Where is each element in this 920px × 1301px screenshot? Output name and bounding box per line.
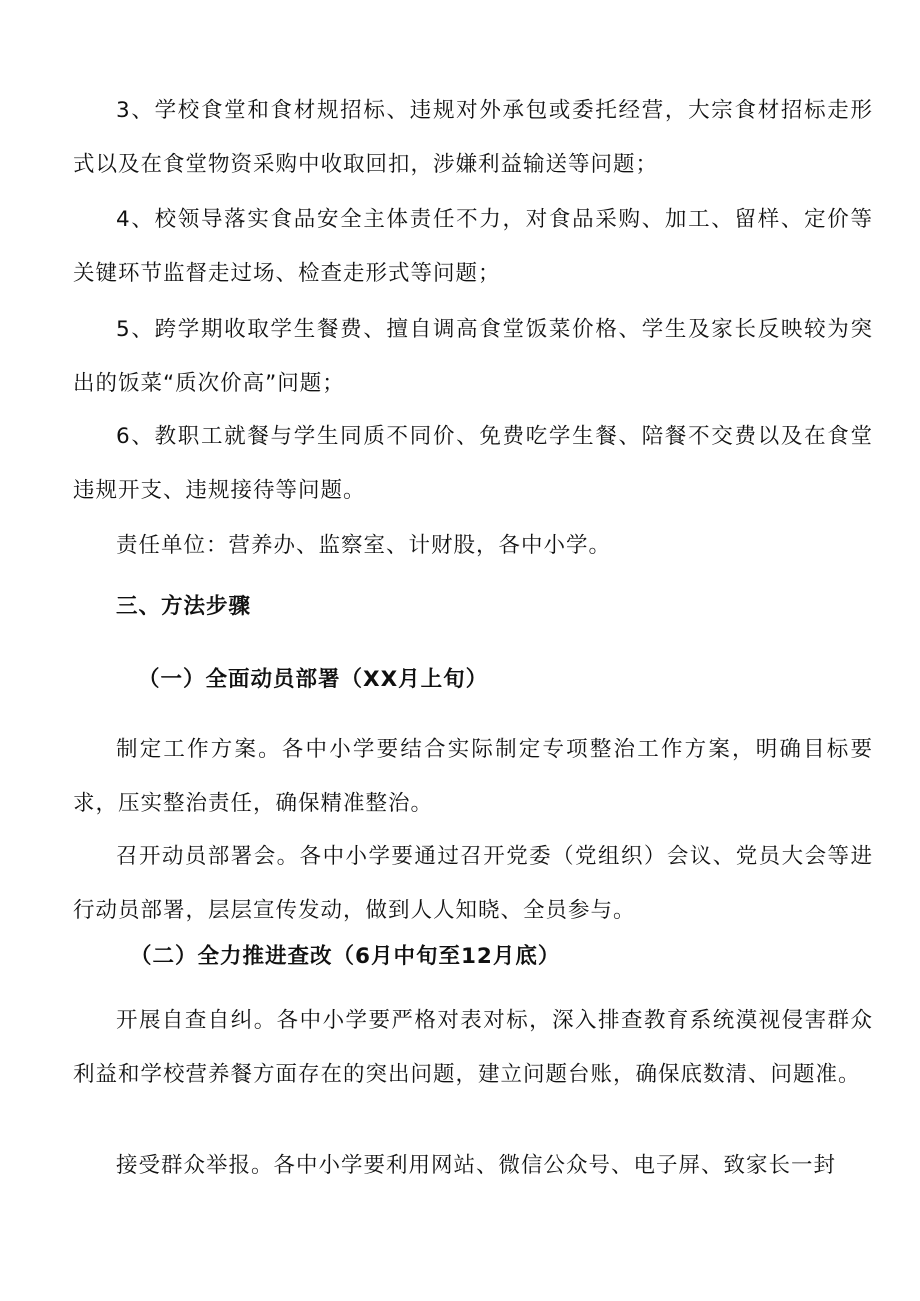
paragraph-item-6: 6、教职工就餐与学生同质不同价、免费吃学生餐、陪餐不交费以及在食堂违规开支、违规接待等问题。	[73, 424, 873, 503]
paragraph-responsible-units: 责任单位：营养办、监察室、计财股，各中小学。	[116, 533, 612, 558]
paragraph-item-4: 4、校领导落实食品安全主体责任不力，对食品采购、加工、留样、定价等关键环节监督走过场、检查走形式等问题；	[73, 207, 873, 286]
subsection-heading-2: （二）全力推进查改（6月中旬至12月底）	[130, 944, 561, 969]
section-heading: 三、方法步骤	[116, 594, 252, 619]
paragraph-item-3: 3、学校食堂和食材规招标、违规对外承包或委托经营，大宗食材招标走形式以及在食堂物资采购中收取回扣，涉嫌利益输送等问题；	[73, 98, 873, 177]
paragraph-mobilization-meeting: 召开动员部署会。各中小学要通过召开党委（党组织）会议、党员大会等进行动员部署，层层宣传发动，做到人人知晓、全员参与。	[73, 844, 873, 923]
paragraph-work-plan: 制定工作方案。各中小学要结合实际制定专项整治工作方案，明确目标要求，压实整治责任，确保精准整治。	[73, 737, 873, 816]
subsection-heading-1: （一）全面动员部署（XX月上旬）	[138, 667, 489, 692]
paragraph-self-inspection: 开展自查自纠。各中小学要严格对表对标，深入排查教育系统漠视侵害群众利益和学校营养餐方面存在的突出问题，建立问题台账，确保底数清、问题准。	[73, 1008, 873, 1087]
paragraph-item-5: 5、跨学期收取学生餐费、擅自调高食堂饭菜价格、学生及家长反映较为突出的饭菜“质次价高”问题；	[73, 317, 873, 396]
paragraph-public-reporting: 接受群众举报。各中小学要利用网站、微信公众号、电子屏、致家长一封	[116, 1153, 837, 1178]
